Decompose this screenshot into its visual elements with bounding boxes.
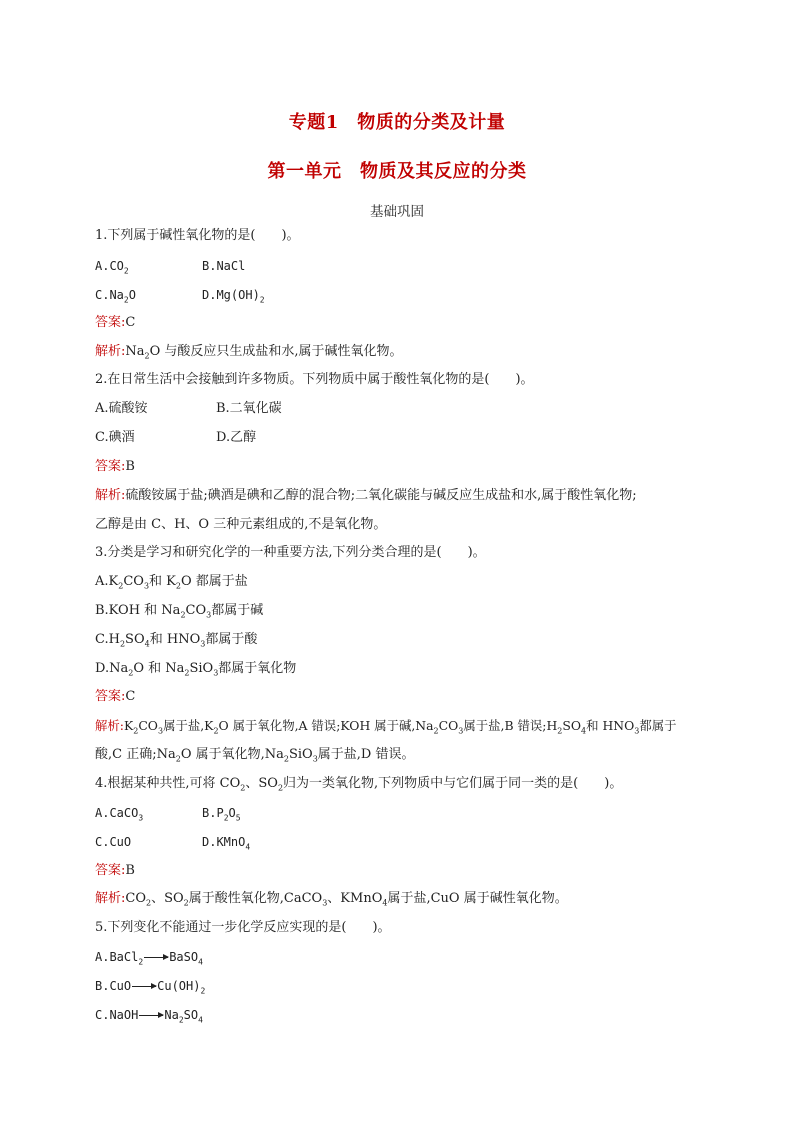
q4-option-c[interactable]: C.CuO (95, 835, 132, 849)
q1-explanation: 解析$:Na_2O$ 与酸反应只生成盐和水,属于碱性氧化物。 (95, 344, 403, 361)
question-4-stem: 4.根据某种共性,可将 $CO_2$、$SO_2$归为一类氧化物,下列物质中与它们属于同一类的是( )。 (95, 776, 623, 793)
q4-option-d[interactable]: D.KMnO$_4$ (202, 835, 251, 852)
question-1-stem: 1.下列属于碱性氧化物的是( )。 (95, 228, 300, 243)
q3-option-d[interactable]: $D.Na_2O$ 和 $Na_2SiO_3$都属于氧化物 (95, 661, 297, 678)
section-title: 基础巩固 (370, 204, 424, 220)
q1-option-c[interactable]: $C.Na_2O$ (95, 288, 136, 305)
question-3-stem: 3.分类是学习和研究化学的一种重要方法,下列分类合理的是( )。 (95, 545, 486, 560)
reaction-arrow-icon (139, 1015, 163, 1016)
q3-option-c[interactable]: $C.H_2SO_4$和 $HNO_3$都属于酸 (95, 632, 258, 649)
question-5-stem: 5.下列变化不能通过一步化学反应实现的是( )。 (95, 920, 391, 935)
q2-option-c[interactable]: C.碘酒 (95, 430, 135, 445)
q5-option-a[interactable]: A.BaCl$_2$ BaSO$_4$ (95, 950, 203, 967)
q4-option-b[interactable]: $B.P_2O_5$ (202, 806, 241, 823)
q2-answer: 答案:B (95, 459, 135, 474)
q1-option-b[interactable]: B.NaCl (202, 259, 246, 273)
unit-title: 第一单元 物质及其反应的分类 (267, 161, 527, 182)
q2-explanation-line-2: 乙醇是由 C、H、O 三种元素组成的,不是氧化物。 (95, 517, 387, 532)
q3-explanation-line-1: 解析$:K_2CO_3$属于盐$,K_2O$ 属于氧化物,A 错误;KOH 属于碱$,Na_2CO_3$属于盐,B 错误$;H_2SO_4$和 $HNO_3$都属于 (95, 718, 677, 736)
q1-option-a[interactable]: $A.CO_2$ (95, 259, 129, 276)
q3-explanation-line-2: 酸,C 正确$;Na_2O$ 属于氧化物$,Na_2SiO_3$属于盐,D 错误。 (95, 747, 415, 764)
q2-explanation-line-1: 解析:硫酸铵属于盐;碘酒是碘和乙醇的混合物;二氧化碳能与碱反应生成盐和水,属于酸性氧化物; (95, 488, 637, 503)
chapter-title: 专题1 物质的分类及计量 (288, 112, 506, 133)
q3-answer: 答案:C (95, 689, 136, 704)
q4-explanation: 解析$:CO_2$、$SO_2$属于酸性氧化物,CaCO$_3$、KMnO$_4$属于盐,CuO 属于碱性氧化物。 (95, 891, 568, 908)
q2-option-a[interactable]: A.硫酸铵 (95, 401, 148, 416)
q5-option-c[interactable]: C.NaOH $Na_2SO_4$ (95, 1008, 203, 1025)
q3-option-a[interactable]: $A.K_2CO_3$和 $K_2O$ 都属于盐 (95, 574, 248, 591)
reaction-arrow-icon (132, 986, 156, 987)
reaction-arrow-icon (144, 957, 168, 958)
q4-answer: 答案:B (95, 863, 135, 878)
q3-option-b[interactable]: B.KOH 和 $Na_2CO_3$都属于碱 (95, 603, 264, 620)
q1-option-d[interactable]: $D.Mg(OH)_2$ (202, 288, 265, 305)
question-2-stem: 2.在日常生活中会接触到许多物质。下列物质中属于酸性氧化物的是( )。 (95, 372, 534, 387)
q4-option-a[interactable]: A.CaCO$_3$ (95, 806, 144, 823)
q5-option-b[interactable]: B.CuO $Cu(OH)_2$ (95, 979, 206, 996)
q2-option-d[interactable]: D.乙醇 (216, 430, 257, 445)
q2-option-b[interactable]: B.二氧化碳 (216, 401, 282, 416)
q1-answer: 答案:C (95, 315, 136, 330)
